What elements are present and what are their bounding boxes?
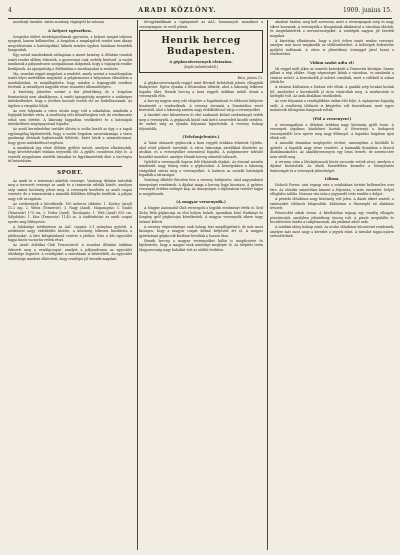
col3-para: A verseny után a lótulajdonosok közös vacsorán vettek részt, amelyen a díjakat kiosztották. Az elnök beszédében kiemelte a lótenyésztés fontosságát és a versenyek jelentőségét. xyxy=(270,159,394,173)
col3-para: Hoboch Ferenc urat tegnap este a színházban történt kellemetlen eset érte. Az előadás szünetében kiment a folyosóra, s mire visszatért, helyét elfoglalva találta. Hosszas vita után a jegyszedő tette rendbe a dolgot. xyxy=(270,183,394,196)
col1-para: Az Aradi Atlétikai Club Temesvárról. A szombat délutáni órákban érkezett meg a vendégcsapat, amelyet a pályaudvaron az egyesület elnöksége fogadott. A vendégeket a városházán is üdvözölték. Az egyesület vezetősége mindent elkövetett, hogy vendégei jól érezzék magukat. xyxy=(8,243,132,261)
col3-heading-2: (Fül a versenyen!) xyxy=(312,115,352,121)
headline-box xyxy=(139,30,263,73)
col1-para: Az este folyamán a város utcáin nagy volt a sokadalom, mindenki a legújabb híreket várta. A rendőrség erős készültségben volt, de rendzavarás sehol sem történt. A lakosság higgadtan viselkedett és a hatóságok intézkedéseit megnyugvással fogadta. xyxy=(8,108,132,126)
page-number: 4 xyxy=(8,6,12,14)
col2-para: Győrből a versenyzők Sopron felé folytatták útjukat. Az útvonal mentén mindenütt nagy tömeg várta a gépkocsikat. A községekben a lakosság virágokkal szórta meg a versenyzőket. A határon az osztrák hatóságok fogadták a társaságot. xyxy=(139,159,263,177)
issue-date: 1909. junius 15. xyxy=(343,6,392,14)
col3-para: A bizottság elhatározta, hogy a jövő évben ismét rendez versenyt, amelyre már most megkezdik az előkészületeket. A költségek fedezésére gyűjtést indítanak. A város is jelentékeny összeggel járul hozzá a rendezéshez. xyxy=(270,38,394,56)
col3-para: A vásáron különösen a lóvásár volt élénk. A gazdák szép lovakat hoztak fel, amelyeket a kereskedők jó áron vásároltak meg. A marhavásár is kielégítő volt. Az árak általában emelkedtek. xyxy=(270,85,394,98)
col1-para: Ma, szombat reggel megjelent a rendelet, amely szerint a vonatforgalom ismét teljes mértékben megindul. A polgármester a helyszínen ellenőrizte a munkálatokat, és megállapította, hogy minden a legnagyobb rendben történik. A személyzet nagyobb része visszatért állomáshelyére. xyxy=(8,71,132,89)
col1-para: Az aradi és a temesvári ankétek versenye. Vasárnap délután tartották meg a tervezett versenyt az aradi és a temesvári atléták között, amelyen szép számú közönség jelent meg. A versenyek kezdetén az aradi csapat vezetett, de a temesváriak a második félidőben fölénybe kerültek. A pályán nagy volt az izgalom. xyxy=(8,178,132,201)
column-rule xyxy=(267,20,268,550)
col2-heading-1: (Telefonjelentés.) xyxy=(182,134,220,139)
col1-intro: mozdonyt üzembe. Aztán mozdony vágánytól ke zatosan. xyxy=(13,20,105,24)
section-divider xyxy=(18,166,122,167)
newspaper-title: ARADI KÖZLÖNY. xyxy=(138,6,217,14)
col2-intro: tévegyházfáknak a cigányzenét az AAC. huszonnyolc muzsikust a versenynapon, és erről jelenti. xyxy=(139,20,263,29)
sport-heading: SPORT. xyxy=(57,169,83,176)
headline-subtitle: A gépkocsiversenyek elutazása. xyxy=(169,60,233,64)
col1-para: Az eredmények a következők: 100 méteres síkfutás: 1. Kovács (Arad) 11.2 mp, 2. Weisz (Temesvár), 3. Nagy (Arad). Magasugrás: 1. Szabó (Temesvár) 170 cm, 2. Fodor (Arad). Távolugrás: 1. Tóth (Arad) 620 cm. Súlydobás: 1. Kiss (Temesvár) 11.40 m. A stafétafutást az aradi csapat nyerte meg fölényesen. xyxy=(8,201,132,224)
col2-para: A herceg nagyon meg volt elégedve a fogadtatással és többször kifejezte köszönetét a rendezőknek. A verseny útvonala a Dunántúlon vezet keresztül, ahol a lakosság szintén nagy érdeklődéssel várja a versenyzőket. xyxy=(139,99,263,112)
col2-para: A gépkocsiversenyzők reggel, mint Bécsnél befutottak jelenti, elhagyták Budapestet. Egész éjszaka a fővárosban időztek, ahol a lakosság lelkesen fogadta őket. Henrik herceg a kora reggeli órákban indult útnak a versenyzők élén. xyxy=(139,80,263,98)
col3-para: Mi reggel múlt jókor az ismerős kereskedő a Temesvári körútján. Szeme pillant a régi időkre. Nagy népességet láttak a városban, és mindenki a vásárra sietett. A kereskedők jó üzletet csináltak, mert a vidékről is sokan jöttek be. xyxy=(270,66,394,84)
col3-para: Az este folyamán a vendéglőkben vidám élet folyt. A cigányzene hajnalig szólt. A rendőrség többször is kénytelen volt beavatkozni, mert egyes mulatozók túlságosan hangosak voltak. xyxy=(270,99,394,112)
col2-para: Henrik herceg a magyar versenyzőket külön is megdicsérte és kijelentette, hogy a magyar utak minősége meglepte őt. Az útépítés terén Magyarország nagy haladást tett az utóbbi években. xyxy=(139,238,263,252)
col3-para: A pénteki előadáson nagy közönség volt jelen. A darab sikert aratott, a színészeket többször kitapsolták. Különösen a főszereplő nő alakítása tetszett. xyxy=(270,197,394,210)
headline-title: Henrik herceg Budapesten. xyxy=(161,36,241,57)
col1-para: A bizottság jelentése szerint a kár jelentékeny, de a forgalom fenntartását nem akadályozza. A vasúti igazgatóság megtette a szükséges intézkedéseket, hogy a jövőben hasonló esetek elő ne fordulhassanak. Az ügyben a vizsgálat folyik. xyxy=(8,90,132,108)
column-2 xyxy=(139,20,263,550)
col3-para: A versenypályán a délutáni órákban nagy közönség gyűlt össze. A versenyek izgalmas küzdelmet hoztak. A főversenyt a budapesti versenyistálló lova nyerte meg nagy fölénnyel. A fogadási forgalom igen élénk volt. xyxy=(270,122,394,140)
col1-para: Szegeden többet rövidségszólásnak gyorsulva, a helyzet megint teljesen nyugvat, hanem kellemetlen. A forgalom a megalapított rendet nem akarja megváltoztatni a hatóságokkal, kiknek minden ügyben hatalmas beszédek hangzottak. xyxy=(8,34,132,52)
col2-para: A verseny végeredménye csak holnap lesz megállapítható, de már most bizonyos, hogy a magyar csapat kitűnő helyezést ért el. A magyar gyártmányú gépkocsik kiválóan beváltak a hosszú úton. xyxy=(139,224,263,238)
col3-para: akadozó hatású, meg kell szervezni, mert a versenynapok szép és nagy sikert hozzanak. A versenyzők a látogatásuk alkalmával a városban időztek, és megtekintették a nevezetességeket. A vendégek nagyon jól érezték magukat. xyxy=(270,20,394,38)
col3-heading-3: Liliom. xyxy=(324,176,340,181)
col3-para: Pénzecskét adtak vissza. A kávéházban tegnap egy vendég elhagyta pénztárcáját, amelyben jelentékeny összeg volt. A pincér megtalálta és becsületesen átadta a tulajdonosnak, aki jutalmat adott neki. xyxy=(270,211,394,224)
headline-note: (Saját tudósítónktól.) xyxy=(183,65,219,69)
col1-para: Egy szóval mindenkinek utólagosan a menet kemény. A délutáni vonatok ismét rendes időben érkeztek, a gyorsvonat csak csekély késéssel. A vasúti munkások a pályaudvaron szorgalmasan dolgoztak, hogy a vágányok rendbe kerüljenek. Az igazgatóság a fűtőházban a mozdonyokat is rendezte. xyxy=(8,53,132,71)
col1-para: Az aradi kereskedelmi testület ülésén is szóba került az ügy, s a tagok egyhangúlag kijelentették, hogy a vasúti forgalom zavartalansága a város gazdasági életének legfontosabb feltétele. Ezért kérik a minisztériumot, hogy gyors intézkedéssel segítsen. xyxy=(8,127,132,145)
col3-para: A második futamban meglepetés történt, amennyiben a kívülálló ló győzött. A fogadók nagy része veszített. A harmadik futamban a favorit diadalmaskodott. Az akadályversenyen egy lovas leesett, de szerencsére nem sérült meg. xyxy=(270,141,394,159)
col1-para: A munkások egy része délután gyűlést tartott, amelyen elhatározták, hogy követeléseiket írásban terjesztik elő. A gyűlés csendesen folyt le. A vezetők nyugalomra intették társaikat és figyelmeztették őket a törvényes út betartására. xyxy=(8,145,132,163)
col2-para: A Tatán átutazott gépkocsik a kora reggeli órákban érkeztek Győrbe, ahol rövid pihenőt tartottak. A város lakossága zászlókkal díszítette az utcákat, és a versenyzőket zeneszóval fogadta. A polgármester üdvözlő beszédet mondott, amelyre Henrik herceg németül válaszolt. xyxy=(139,141,263,159)
col1-heading-1: A helyzet egészében. xyxy=(47,27,93,33)
col3-heading-1: Vidám szabó adta el! xyxy=(309,59,355,65)
dateline: Bécs, június 15. xyxy=(237,76,263,80)
column-rule xyxy=(137,20,138,550)
col1-para: A labdarúgó mérkőzésen az AAC csapata 3:1 arányban győzött. A mérkőzést nagy érdeklődés kísérte, a közönség lelkesen buzdította a játékosokat. A bíró kifogástalanul vezette a játékot. Este a két egyesület tagjai közös vacsorán vettek részt. xyxy=(8,224,132,242)
col2-para: A Magyar Automobil Club versenyzői a legjobb eredményt érték el. Gróf Zichy Béla gépkocsija az első helyen haladt, nyomában báró Harkányi és Szapáry gróf gépkocsijai következtek. A magyar versenyzők sikere nagy örömet keltett. xyxy=(139,206,263,224)
column-1 xyxy=(8,20,132,550)
col2-para: A tizenkét ezer kilométeres út első szakaszát kitűnő eredménnyel tették meg a versenyzők. A gépkocsik közül csak kettő szenvedett kisebb sérülést, de ezeket még az éjszaka folyamán kijavították. A verseny holnap folytatódik. xyxy=(139,113,263,131)
col2-para: Vasárnap délelőtt Bécsben lesz a verseny befejezése, ahol nagyszabású ünnepséget rendeznek. A díjakat maga a herceg fogja kiosztani. A győztes versenyző értékes serleget kap. Az ünnepségen a diplomáciai testület tagjai is megjelennek. xyxy=(139,178,263,196)
page-header xyxy=(8,4,392,19)
col2-heading-2: (A magyar versenyzők.) xyxy=(176,199,226,204)
col3-para: A színházi idény holnap zárul. Az utolsó előadáson búcsúestet rendeznek, amelyre már most nagy a kereslet a jegyek iránt. A társulat tagjai nyárra szétszélednek. xyxy=(270,225,394,238)
column-3 xyxy=(270,20,394,550)
